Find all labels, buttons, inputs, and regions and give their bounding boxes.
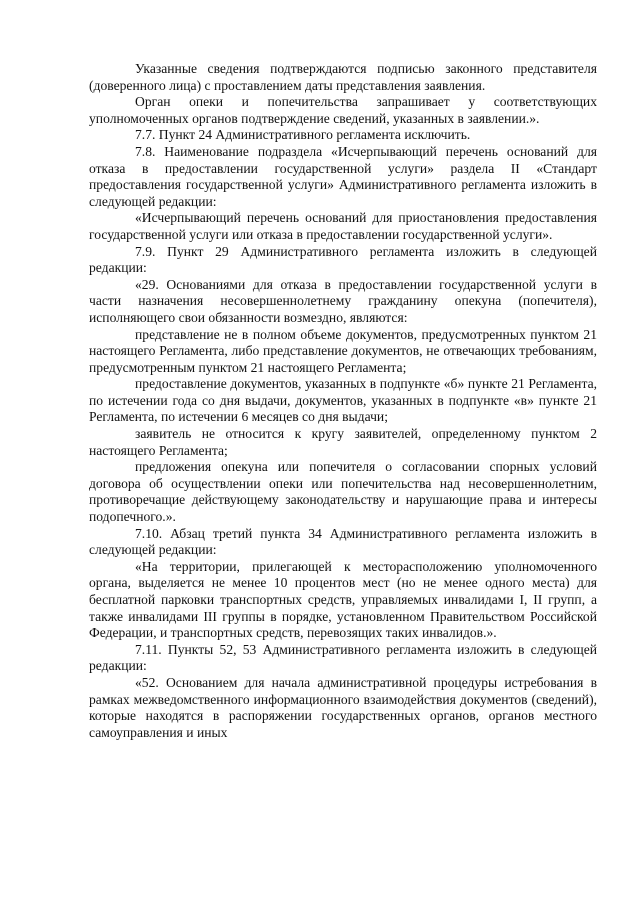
paragraph-signature-confirmation: Указанные сведения подтверждаются подписью законного представителя (доверенного лица) с проставлением даты представления заявления. — [89, 61, 597, 93]
paragraph-7-10-parking: «На территории, прилегающей к месторасположению уполномоченного органа, выделяется не менее 10 процентов мест (но не менее одного места) для бесплатной парковки транспортных средств, управляемых инвалидами I, II групп, а также инвалидами III группы в порядке, установленном Правительством Российской Федерации, и транспортных средств, перевозящих таких инвалидов.». — [89, 558, 597, 641]
paragraph-7-8-new-title: «Исчерпывающий перечень оснований для приостановления предоставления государственной услуги или отказа в предоставлении государственной услуги». — [89, 210, 597, 242]
paragraph-29-grounds: «29. Основаниями для отказа в предоставлении государственной услуги в части назначения несовершеннолетнему гражданину опекуна (попечителя), исполняющего свои обязанности возмездно, являются: — [89, 276, 597, 325]
paragraph-7-10: 7.10. Абзац третий пункта 34 Административного регламента изложить в следующей редакции: — [89, 525, 597, 558]
paragraph-7-8: 7.8. Наименование подраздела «Исчерпывающий перечень оснований для отказа в предоставлении государственной услуги» раздела II «Стандарт предоставления государственной услуги» Административного регламента изложить в следующей редакции: — [89, 143, 597, 209]
paragraph-7-7: 7.7. Пункт 24 Административного регламента исключить. — [135, 127, 471, 143]
paragraph-29-item-expired-docs: предоставление документов, указанных в подпункте «б» пункте 21 Регламента, по истечении года со дня выдачи, документов, указанных в подпункте «в» пункте 21 Регламента, по истечении 6 месяцев со дня выдачи; — [89, 376, 597, 425]
paragraph-7-9: 7.9. Пункт 29 Административного регламента изложить в следующей редакции: — [89, 243, 597, 276]
paragraph-29-item-incomplete-docs: представление не в полном объеме документов, предусмотренных пунктом 21 настоящего Регламента, либо представление документов, не отвечающих требованиям, предусмотренным пунктом 21 настоящего Регламента; — [89, 326, 597, 375]
paragraph-7-11: 7.11. Пункты 52, 53 Административного регламента изложить в следующей редакции: — [89, 641, 597, 674]
paragraph-29-item-applicant: заявитель не относится к кругу заявителей, определенному пунктом 2 настоящего Регламента; — [89, 426, 597, 458]
paragraph-52-grounds: «52. Основанием для начала административной процедуры истребования в рамках межведомственного информационного взаимодействия документов (сведений), которые находятся в распоряжении государственных органов, органов местного самоуправления и иных — [89, 674, 597, 740]
paragraph-29-item-contract-terms: предложения опекуна или попечителя о согласовании спорных условий договора об осуществлении опеки или попечительства над несовершеннолетним, противоречащие действующему законодательству и нарушающие права и интересы подопечного.». — [89, 459, 597, 525]
paragraph-guardianship-request: Орган опеки и попечительства запрашивает у соответствующих уполномоченных органов подтверждение сведений, указанных в заявлении.». — [89, 94, 597, 126]
document-body — [89, 61, 597, 741]
